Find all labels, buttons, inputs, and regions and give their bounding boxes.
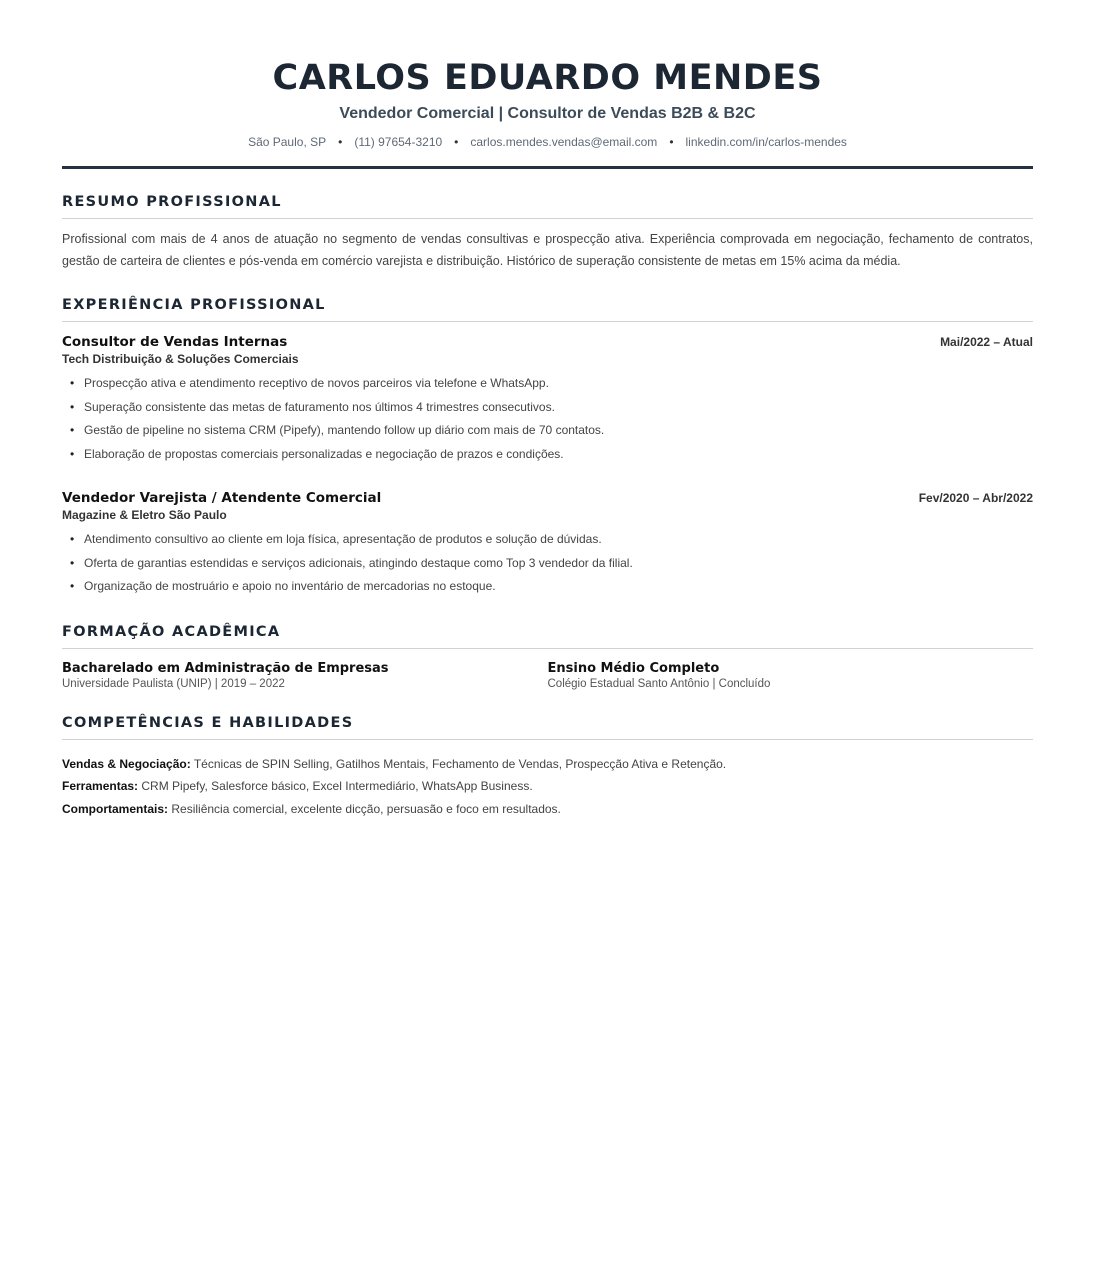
job-bullets [62, 528, 1033, 599]
section-divider [62, 739, 1033, 740]
job-bullet: • Elaboração de propostas comerciais personalizadas e negociação de prazos e condições. [70, 443, 1033, 467]
job-bullet: • Oferta de garantias estendidas e serviços adicionais, atingindo destaque como Top 3 vendedor da filial. [70, 552, 1033, 576]
skill-value: CRM Pipefy, Salesforce básico, Excel Intermediário, WhatsApp Business. [141, 779, 533, 793]
bullet-dot: • [70, 399, 75, 414]
section-title-summary: RESUMO PROFISSIONAL [62, 194, 282, 210]
bullet-dot: • [70, 446, 75, 461]
skill-label: Ferramentas: [62, 779, 139, 793]
skills-section [62, 714, 1033, 821]
education-item [62, 661, 548, 690]
job-bullet: • Prospecção ativa e atendimento receptivo de novos parceiros via telefone e WhatsApp. [70, 372, 1033, 396]
skill-label: Comportamentais: [62, 801, 169, 816]
job-dates: Mai/2022 – Atual [940, 335, 1033, 349]
education-details: Colégio Estadual Santo Antônio | Concluído [547, 677, 771, 690]
job-company: Tech Distribuição & Soluções Comerciais [62, 352, 299, 366]
section-divider [62, 321, 1033, 322]
job-bullet: • Superação consistente das metas de faturamento nos últimos 4 trimestres consecutivos. [70, 396, 1033, 420]
job-bullet: • Atendimento consultivo ao cliente em loja física, apresentação de produtos e solução de dúvidas. [70, 528, 1033, 552]
education-grid [62, 661, 1033, 690]
contact-phone: (11) 97654-3210 [354, 135, 443, 149]
job-bullet: • Organização de mostruário e apoio no inventário de mercadorias no estoque. [70, 575, 1033, 599]
contact-email: carlos.mendes.vendas@email.com [470, 135, 658, 149]
resume-header [62, 58, 1033, 169]
candidate-name: CARLOS EDUARDO MENDES [272, 58, 823, 98]
job-title: Vendedor Varejista / Atendente Comercial [62, 490, 382, 506]
education-item [548, 661, 1034, 690]
job-bullet: • Gestão de pipeline no sistema CRM (Pipefy), mantendo follow up diário com mais de 70 contatos. [70, 419, 1033, 443]
summary-text: Profissional com mais de 4 anos de atuação no segmento de vendas consultivas e prospecção ativa. Experiência comprovada em negociação, fechamento de contratos, gestão de carteira de clientes e pós-venda em comércio varejista e distribuição. Histórico de superação consistente de metas em 15% acima da média. [62, 232, 1033, 268]
skill-value: Resiliência comercial, excelente dicção, persuasão e foco em resultados. [171, 801, 561, 816]
section-divider [62, 648, 1033, 649]
contact-separator: • [454, 135, 459, 149]
section-divider [62, 218, 1033, 219]
job-header [62, 334, 1033, 350]
job-entry [62, 490, 1033, 599]
bullet-dot: • [70, 579, 75, 593]
contact-location: São Paulo, SP [248, 135, 327, 149]
skill-label: Vendas & Negociação: [62, 756, 191, 771]
education-section [62, 623, 1033, 690]
job-bullets [62, 372, 1033, 466]
job-entry [62, 334, 1033, 466]
bullet-dot: • [70, 555, 75, 570]
job-header [62, 490, 1033, 506]
skill-line [62, 775, 1033, 798]
contact-line [62, 134, 1033, 150]
bullet-dot: • [70, 532, 75, 546]
bullet-dot: • [70, 376, 75, 390]
summary-section [62, 193, 1033, 272]
skill-line [62, 753, 1033, 776]
education-details: Universidade Paulista (UNIP) | 2019 – 2022 [62, 677, 285, 690]
skills-list [62, 753, 1033, 821]
education-degree: Bacharelado em Administração de Empresas [62, 660, 389, 676]
section-title-education: FORMAÇÃO ACADÊMICA [62, 623, 281, 640]
candidate-subtitle: Vendedor Comercial | Consultor de Vendas B2B & B2C [339, 105, 756, 122]
contact-separator: • [669, 135, 674, 149]
experience-section [62, 296, 1033, 599]
job-company: Magazine & Eletro São Paulo [62, 508, 227, 522]
contact-linkedin: linkedin.com/in/carlos-mendes [685, 135, 847, 149]
section-title-experience: EXPERIÊNCIA PROFISSIONAL [62, 297, 326, 313]
section-title-skills: COMPETÊNCIAS E HABILIDADES [62, 714, 354, 731]
job-dates: Fev/2020 – Abr/2022 [918, 491, 1033, 505]
bullet-dot: • [70, 423, 75, 437]
education-degree: Ensino Médio Completo [547, 660, 720, 676]
skill-value: Técnicas de SPIN Selling, Gatilhos Mentais, Fechamento de Vendas, Prospecção Ativa e Retenção. [193, 756, 727, 771]
contact-separator: • [338, 135, 343, 149]
skill-line [62, 798, 1033, 821]
job-title: Consultor de Vendas Internas [62, 334, 288, 350]
header-divider [62, 166, 1033, 169]
